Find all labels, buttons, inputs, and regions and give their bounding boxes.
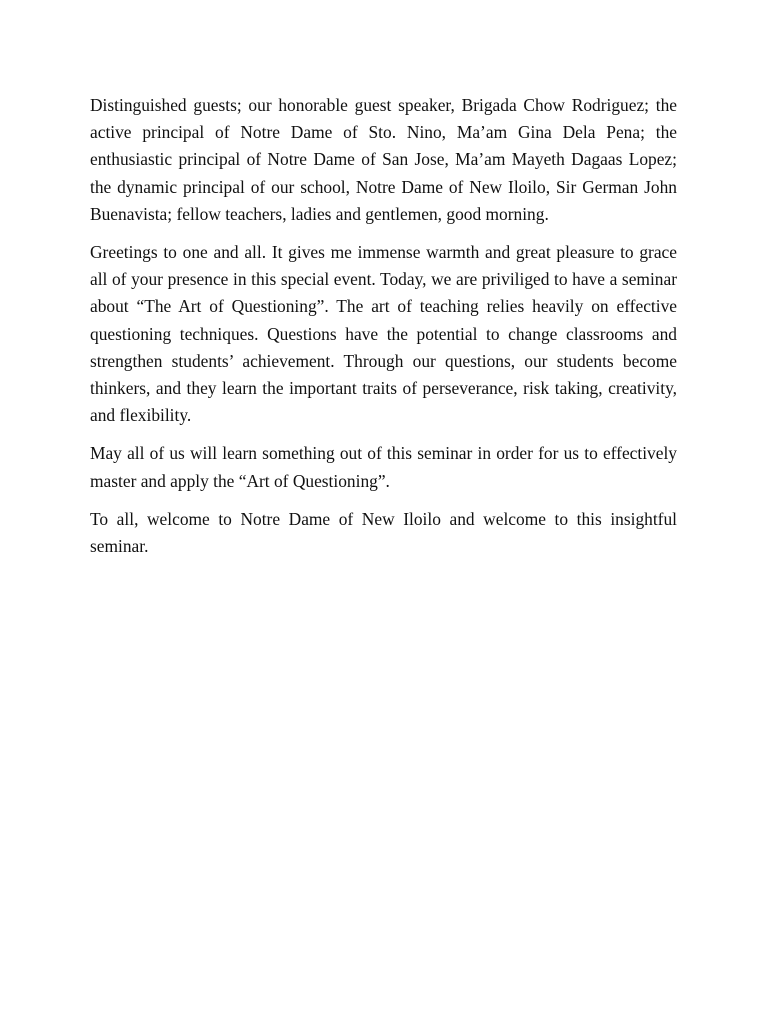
paragraph-greetings: Greetings to one and all. It gives me immense warmth and great pleasure to grace all of your presence in this special event. Today, we are priviliged to have a seminar about “The Art of Questioning”. The art of teaching relies heavily on effective questioning techniques. Questions have the potential to change classrooms and strengthen students’ achievement. Through our questions, our students become thinkers, and they learn the important traits of perseverance, risk taking, creativity, and flexibility. <box>90 242 677 426</box>
paragraph-wish: May all of us will learn something out of this seminar in order for us to effectively master and apply the “Art of Questioning”. <box>90 443 677 491</box>
document-body <box>90 92 677 571</box>
paragraph-salutation: Distinguished guests; our honorable guest speaker, Brigada Chow Rodriguez; the active principal of Notre Dame of Sto. Nino, Ma’am Gina Dela Pena; the enthusiastic principal of Notre Dame of San Jose, Ma’am Mayeth Dagaas Lopez; the dynamic principal of our school, Notre Dame of New Iloilo, Sir German John Buenavista; fellow teachers, ladies and gentlemen, good morning. <box>90 95 677 224</box>
paragraph-welcome: To all, welcome to Notre Dame of New Iloilo and welcome to this insightful seminar. <box>90 508 677 557</box>
